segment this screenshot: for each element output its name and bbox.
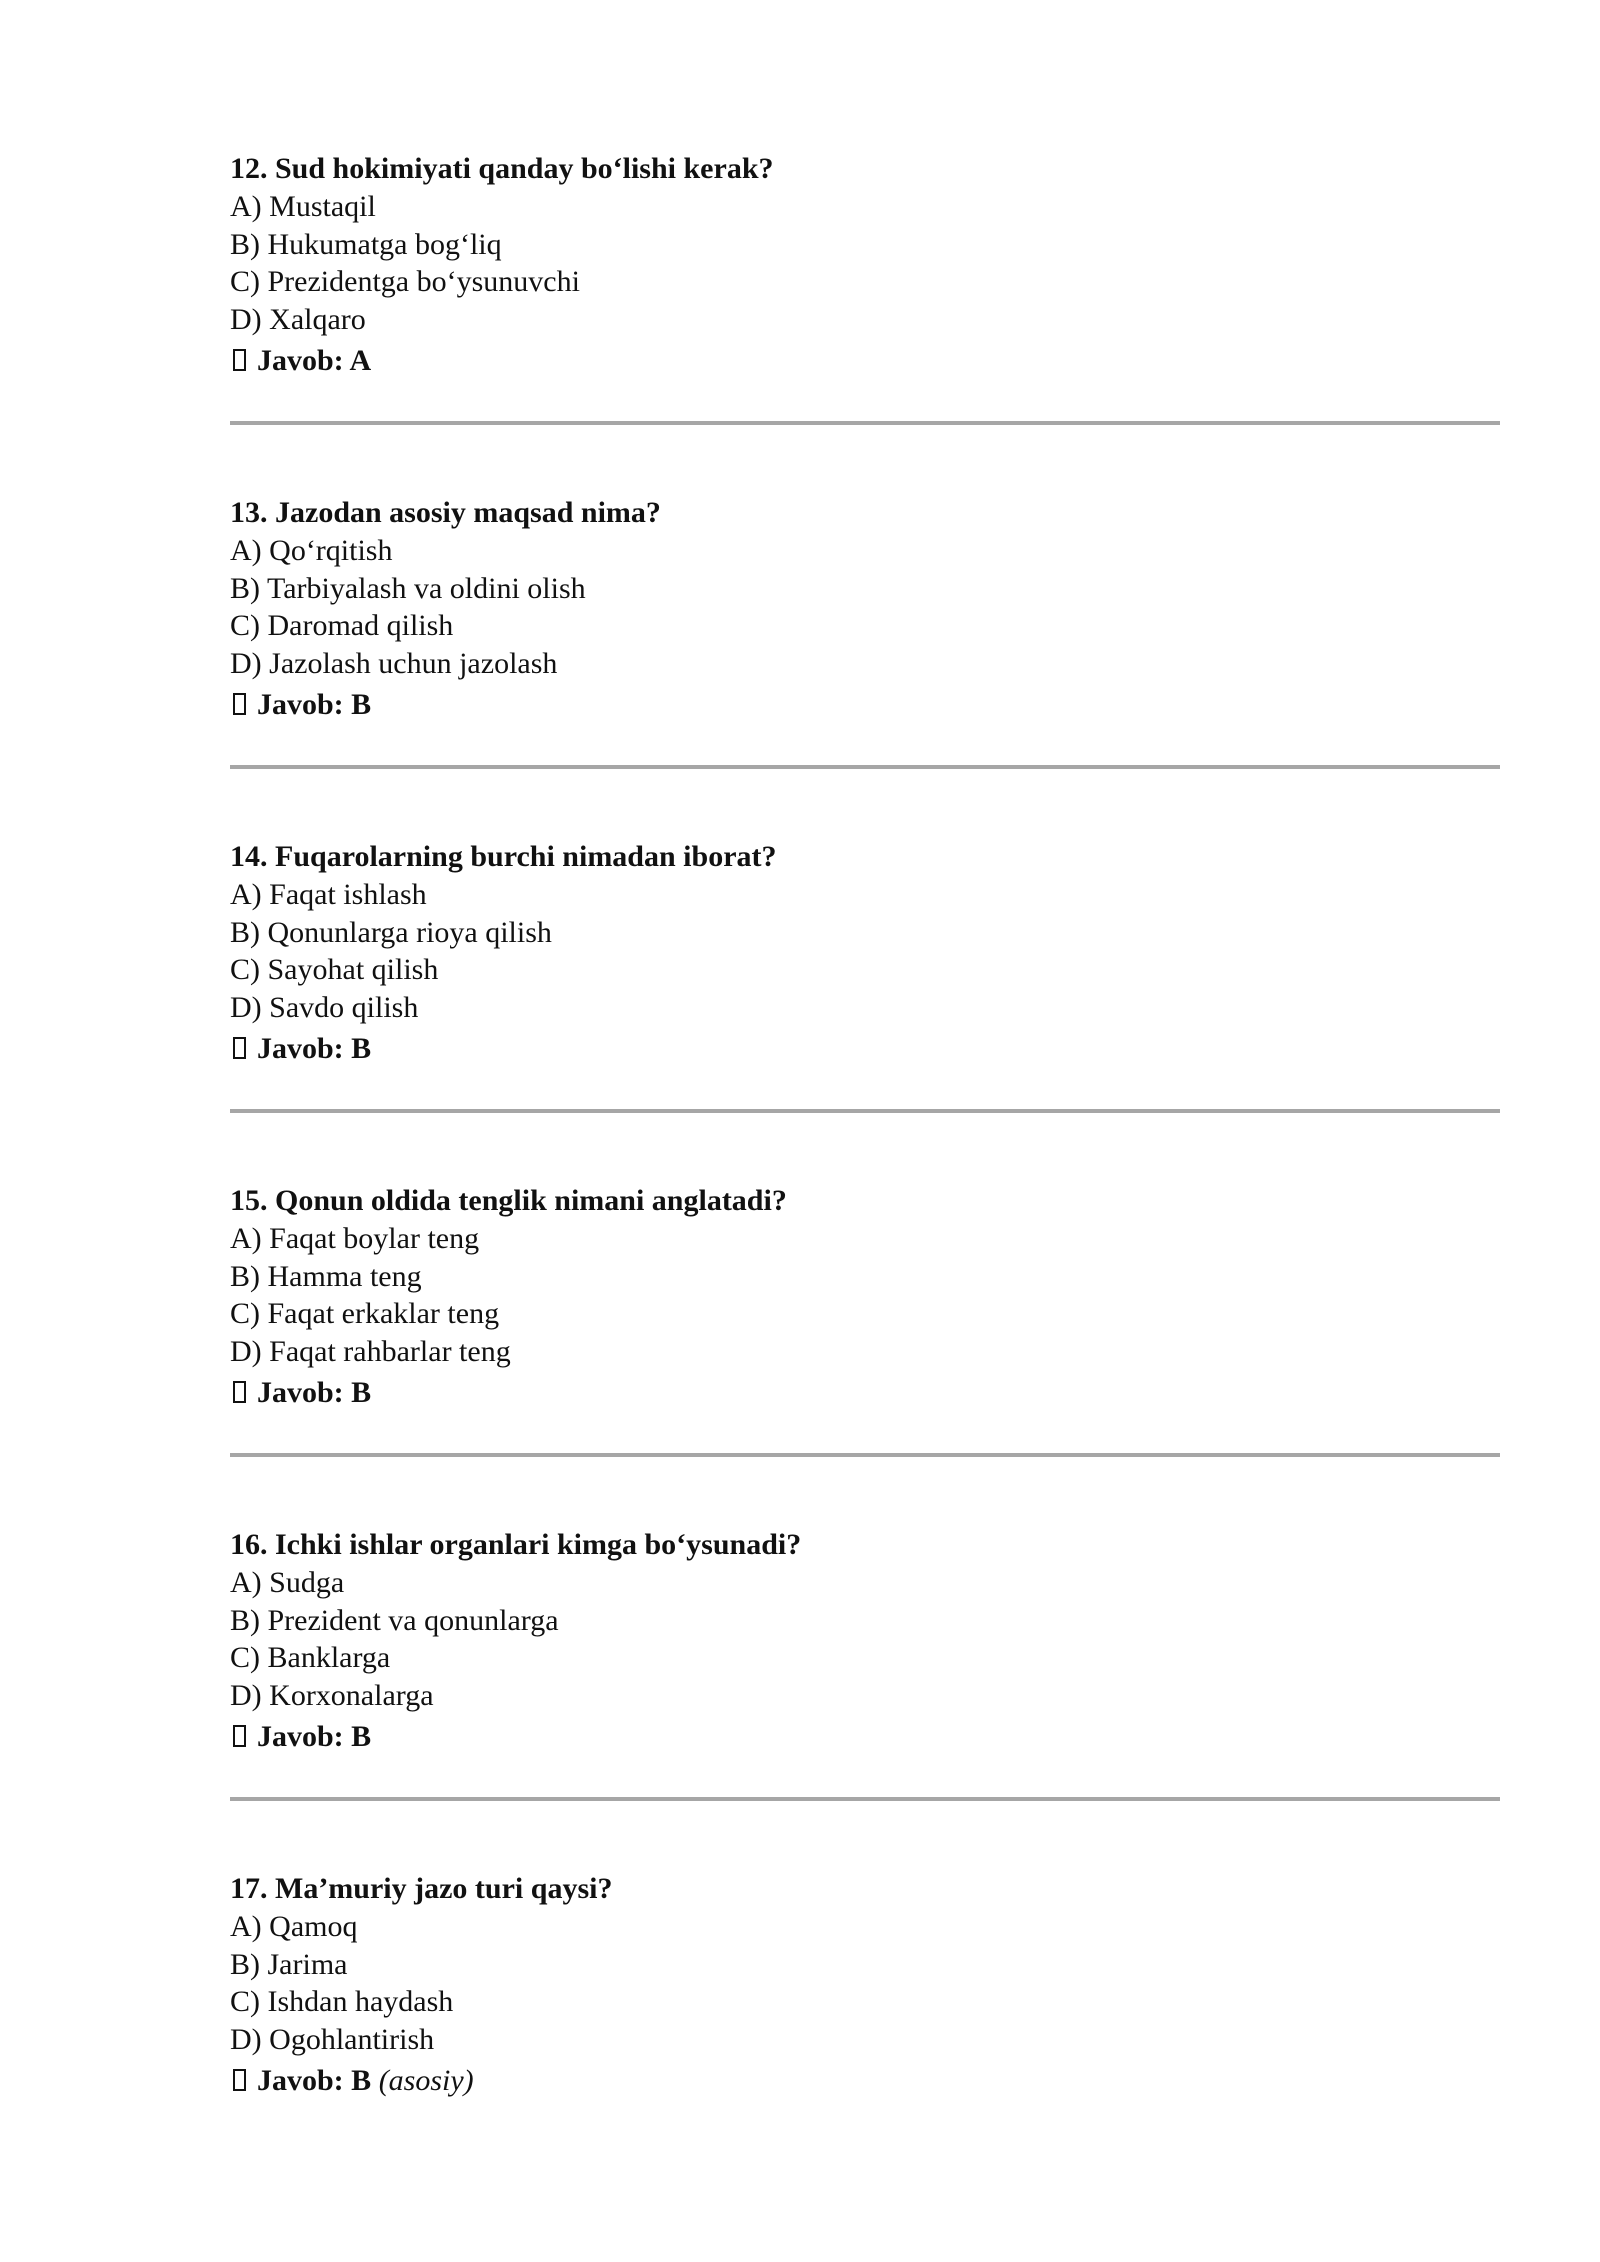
- answer-text: Javob: A: [257, 344, 372, 377]
- answer-text: Javob: B: [257, 1032, 372, 1065]
- option-d: D) Ogohlantirish: [230, 2022, 435, 2056]
- answer-line: [230, 2062, 1500, 2100]
- option-a: A) Qamoq: [230, 1910, 358, 1943]
- answer-line: [230, 686, 1500, 724]
- answer-line: [230, 1718, 1500, 1756]
- answer-text: Javob: B: [257, 2064, 372, 2097]
- answer-line: [230, 342, 1500, 380]
- option-a: A) Faqat boylar teng: [230, 1222, 480, 1255]
- option-d: D) Jazolash uchun jazolash: [230, 646, 558, 680]
- question-title: 14. Fuqarolarning burchi nimadan iborat?: [230, 840, 777, 873]
- question-block: [230, 494, 1500, 838]
- option-c: C) Ishdan haydash: [230, 1985, 454, 2018]
- option-a: A) Faqat ishlash: [230, 878, 427, 911]
- option-b: B) Tarbiyalash va oldini olish: [230, 571, 586, 605]
- missing-glyph-box-icon: [233, 1037, 246, 1059]
- question-block: [230, 1870, 1500, 2100]
- quiz-page: [230, 150, 1500, 2100]
- option-b: B) Hamma teng: [230, 1259, 422, 1293]
- question-title: 17. Ma’muriy jazo turi qaysi?: [230, 1872, 613, 1905]
- option-c: C) Daromad qilish: [230, 609, 454, 642]
- missing-glyph-box-icon: [233, 349, 246, 371]
- option-a: A) Qo‘rqitish: [230, 534, 393, 567]
- option-b: B) Jarima: [230, 1947, 348, 1981]
- option-d: D) Faqat rahbarlar teng: [230, 1334, 511, 1368]
- divider: [230, 1109, 1500, 1113]
- question-block: [230, 1526, 1500, 1870]
- option-d: D) Savdo qilish: [230, 990, 419, 1024]
- answer-text: Javob: B: [257, 1720, 372, 1753]
- question-title: 13. Jazodan asosiy maqsad nima?: [230, 496, 661, 529]
- question-title: 16. Ichki ishlar organlari kimga bo‘ysunadi?: [230, 1528, 802, 1561]
- option-d: D) Korxonalarga: [230, 1678, 434, 1712]
- missing-glyph-box-icon: [233, 2069, 246, 2091]
- option-c: C) Faqat erkaklar teng: [230, 1297, 500, 1330]
- missing-glyph-box-icon: [233, 1725, 246, 1747]
- answer-text: Javob: B: [257, 1376, 372, 1409]
- divider: [230, 1797, 1500, 1801]
- question-title: 12. Sud hokimiyati qanday bo‘lishi kerak?: [230, 152, 774, 185]
- option-c: C) Sayohat qilish: [230, 953, 439, 986]
- option-b: B) Qonunlarga rioya qilish: [230, 915, 552, 949]
- option-c: C) Prezidentga bo‘ysunuvchi: [230, 265, 580, 298]
- question-block: [230, 838, 1500, 1182]
- option-a: A) Sudga: [230, 1566, 345, 1599]
- divider: [230, 765, 1500, 769]
- question-block: [230, 150, 1500, 494]
- divider: [230, 421, 1500, 425]
- option-a: A) Mustaqil: [230, 190, 376, 223]
- missing-glyph-box-icon: [233, 1381, 246, 1403]
- missing-glyph-box-icon: [233, 693, 246, 715]
- option-d: D) Xalqaro: [230, 302, 366, 336]
- question-block: [230, 1182, 1500, 1526]
- option-b: B) Hukumatga bog‘liq: [230, 227, 502, 261]
- answer-line: [230, 1030, 1500, 1068]
- divider: [230, 1453, 1500, 1457]
- option-b: B) Prezident va qonunlarga: [230, 1603, 559, 1637]
- answer-note: (asosiy): [378, 2064, 474, 2097]
- question-title: 15. Qonun oldida tenglik nimani anglatadi?: [230, 1184, 787, 1217]
- answer-line: [230, 1374, 1500, 1412]
- option-c: C) Banklarga: [230, 1641, 391, 1674]
- answer-text: Javob: B: [257, 688, 372, 721]
